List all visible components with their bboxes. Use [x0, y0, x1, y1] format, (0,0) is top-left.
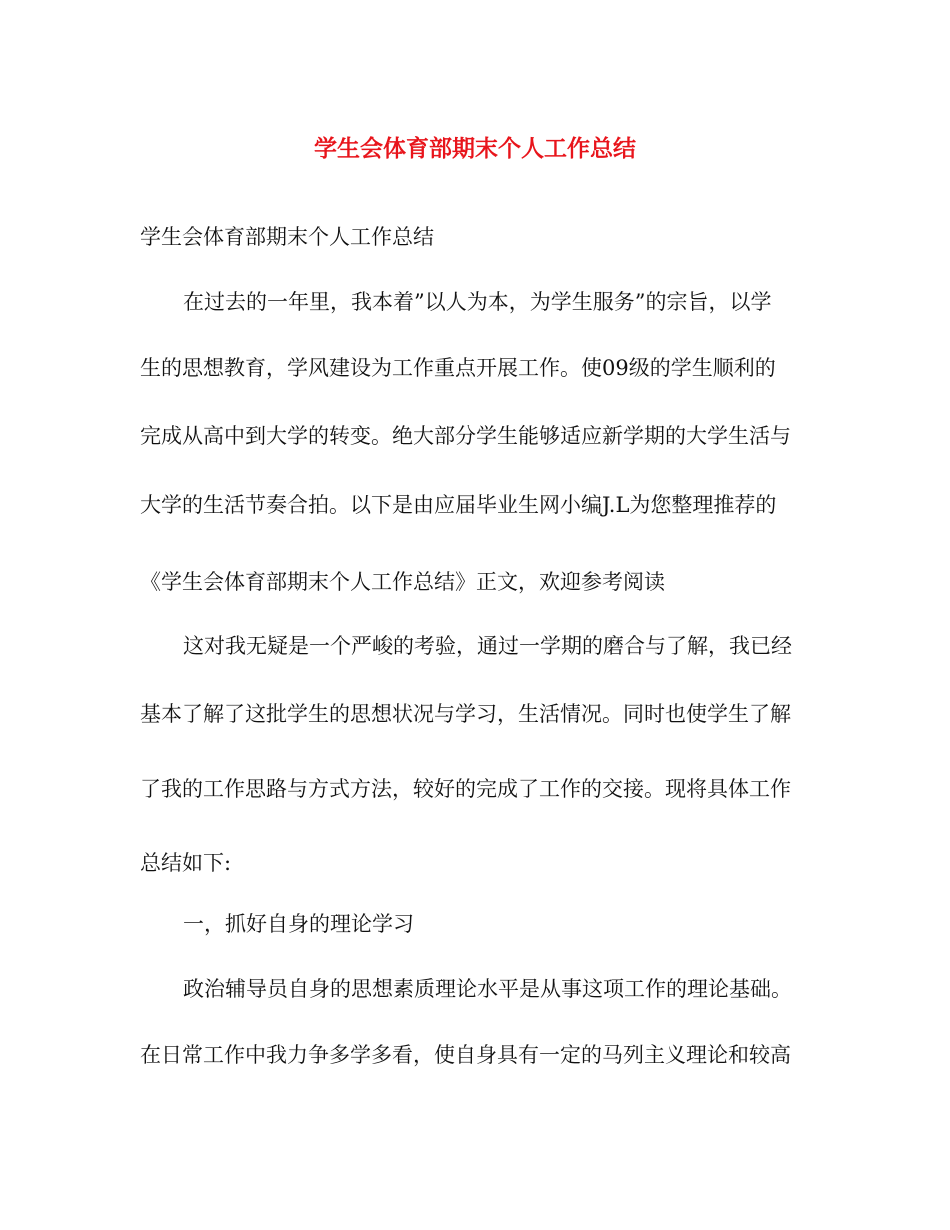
body-line: 《学生会体育部期末个人工作总结》正文，欢迎参考阅读: [140, 570, 665, 594]
body-line: 生的思想教育，学风建设为工作重点开展工作。使09级的学生顺利的: [140, 356, 776, 380]
body-line: 了我的工作思路与方式方法，较好的完成了工作的交接。现将具体工作: [140, 777, 791, 801]
body-line: 这对我无疑是一个严峻的考验，通过一学期的磨合与了解，我已经: [183, 634, 792, 658]
body-line: 完成从高中到大学的转变。绝大部分学生能够适应新学期的大学生活与: [140, 424, 791, 448]
body-line: 在日常工作中我力争多学多看，使自身具有一定的马列主义理论和较高: [140, 1043, 791, 1067]
body-line: 政治辅导员自身的思想素质理论水平是从事这项工作的理论基础。: [183, 977, 792, 1001]
subtitle-line: 学生会体育部期末个人工作总结: [140, 225, 434, 249]
document-title: 学生会体育部期末个人工作总结: [314, 136, 636, 162]
body-line: 总结如下:: [140, 851, 232, 875]
body-line: 大学的生活节奏合拍。以下是由应届毕业生网小编J.L为您整理推荐的: [140, 493, 777, 517]
body-line: 基本了解了这批学生的思想状况与学习，生活情况。同时也使学生了解: [140, 702, 791, 726]
section-heading: 一，抓好自身的理论学习: [183, 912, 414, 936]
body-line: 在过去的一年里，我本着”以人为本，为学生服务”的宗旨，以学: [183, 290, 772, 314]
